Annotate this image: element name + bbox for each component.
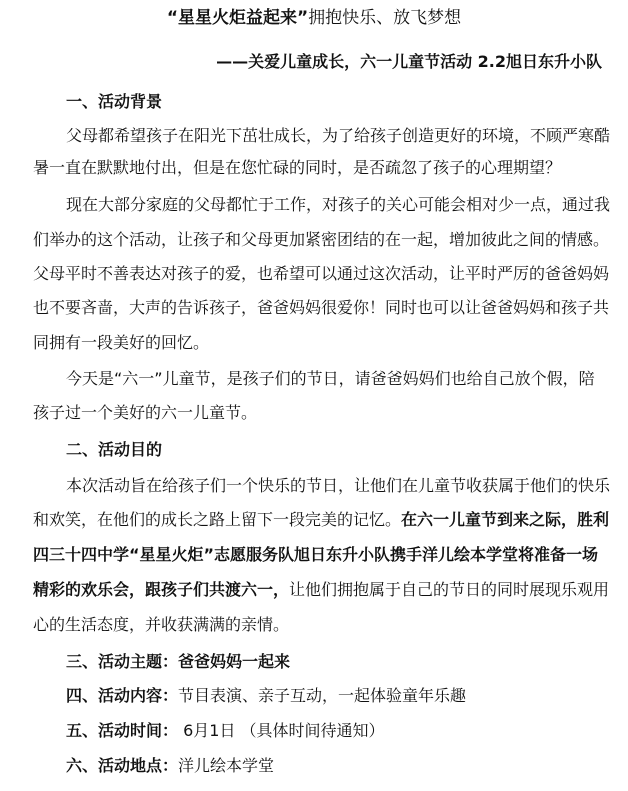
paragraph-line: 四三十四中学“星星火炬”志愿服务队旭日东升小队携手洋儿绘本学堂将准备一场 bbox=[33, 545, 599, 564]
paragraph-line: 也不要吝啬，大声的告诉孩子，爸爸妈妈很爱你！同时也可以让爸爸妈妈和孩子共 bbox=[33, 298, 610, 317]
place-value: 洋儿绘本学堂 bbox=[178, 756, 275, 775]
title-bold-part: “星星火炬益起来” bbox=[166, 8, 309, 28]
section-time bbox=[66, 721, 385, 741]
theme-label: 三、活动主题： bbox=[66, 652, 179, 671]
place-label: 六、活动地点： bbox=[66, 756, 179, 775]
time-value: 6月1日 （具体时间待通知） bbox=[178, 721, 385, 740]
section-heading-background: 一、活动背景 bbox=[66, 92, 163, 111]
paragraph-line: 孩子过一个美好的六一儿童节。 bbox=[33, 403, 258, 422]
content-value: 节目表演、亲子互动，一起体验童年乐趣 bbox=[178, 686, 467, 705]
section-heading-purpose: 二、活动目的 bbox=[66, 440, 163, 459]
paragraph-line: 暑一直在默默地付出，但是在您忙碌的同时，是否疏忽了孩子的心理期望？ bbox=[33, 158, 562, 177]
paragraph-line: 父母都希望孩子在阳光下茁壮成长，为了给孩子创造更好的环境，不顾严寒酷 bbox=[66, 126, 611, 145]
document-subtitle: ——关爱儿童成长，六一儿童节活动 2.2旭日东升小队 bbox=[216, 52, 602, 71]
paragraph-bold-text: 在六一儿童节到来之际，胜利 bbox=[401, 510, 610, 529]
document-title bbox=[0, 8, 628, 28]
paragraph-line: 今天是“六一”儿童节，是孩子们的节日，请爸爸妈妈们也给自己放个假，陪 bbox=[66, 369, 595, 388]
section-place bbox=[66, 756, 274, 776]
title-rest: 拥抱快乐、放飞梦想 bbox=[308, 8, 462, 28]
section-theme bbox=[66, 652, 290, 672]
paragraph-line: 心的生活态度，并收获满满的亲情。 bbox=[33, 615, 290, 634]
time-label: 五、活动时间： bbox=[66, 721, 179, 740]
paragraph-text: 让他们拥抱属于自己的节日的同时展现乐观用 bbox=[289, 580, 610, 599]
theme-value: 爸爸妈妈一起来 bbox=[178, 652, 291, 671]
content-label: 四、活动内容： bbox=[66, 686, 179, 705]
paragraph-line: 父母平时不善表达对孩子的爱，也希望可以通过这次活动，让平时严厉的爸爸妈妈 bbox=[33, 264, 610, 283]
paragraph-bold-text: 精彩的欢乐会，跟孩子们共渡六一， bbox=[33, 580, 290, 599]
paragraph-line: 现在大部分家庭的父母都忙于工作，对孩子的关心可能会相对少一点，通过我 bbox=[66, 195, 611, 214]
paragraph-line bbox=[33, 580, 609, 600]
paragraph-line: 同拥有一段美好的回忆。 bbox=[33, 333, 210, 352]
paragraph-line bbox=[33, 510, 609, 530]
paragraph-text: 和欢笑，在他们的成长之路上留下一段完美的记忆。 bbox=[33, 510, 402, 529]
section-content bbox=[66, 686, 466, 706]
paragraph-line: 本次活动旨在给孩子们一个快乐的节日，让他们在儿童节收获属于他们的快乐 bbox=[66, 476, 611, 495]
paragraph-line: 们举办的这个活动，让孩子和父母更加紧密团结的在一起，增加彼此之间的情感。 bbox=[33, 230, 610, 249]
